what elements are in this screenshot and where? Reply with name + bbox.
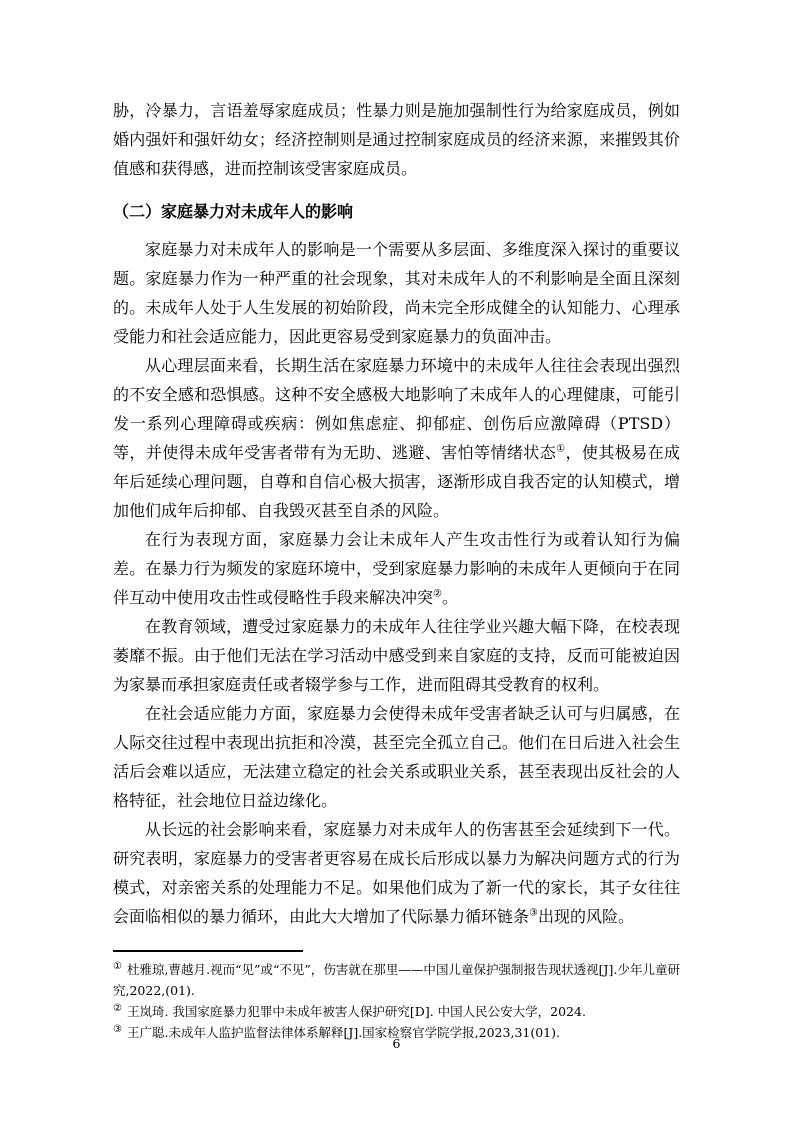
paragraph-text: 在行为表现方面，家庭暴力会让未成年人产生攻击性行为或着认知行为偏差。在暴力行为频发的家庭环境中，受到家庭暴力影响的未成年人更倾向于在同伴互动中使用攻击性或侵略性手段来解决冲突: [113, 530, 680, 607]
paragraph-text: ，使其极易在成年后延续心理问题，自尊和自信心极大损害，逐渐形成自我否定的认知模式，增加他们成年后抑郁、自我毁灭甚至自杀的风险。: [113, 443, 680, 520]
footnote-marker: ①: [113, 960, 122, 972]
intro-paragraph: 胁，冷暴力，言语羞辱家庭成员；性暴力则是施加强制性行为给家庭成员，例如婚内强奸和强奸幼女；经济控制则是通过控制家庭成员的经济来源，来摧毁其价值感和获得感，进而控制该受害家庭成员。: [113, 101, 680, 178]
paragraph-text: 。: [441, 588, 458, 607]
body-paragraph: [113, 612, 680, 699]
footnote-text: 王广聪.未成年人监护监督法律体系解释[J].国家检察官学院学报,2023,31(01).: [126, 1025, 560, 1040]
footnote: [113, 959, 680, 1001]
body-paragraph: [113, 235, 680, 351]
footnote-marker: ②: [113, 1002, 122, 1014]
footnote-separator: [113, 950, 303, 952]
body-paragraph: [113, 815, 680, 931]
footnote-reference: ②: [433, 588, 442, 600]
footnote-text: 杜雅琼,曹越月.视而“见”或“不见”，伤害就在那里——中国儿童保护强制报告现状透视[J].少年儿童研究,2022,(01).: [113, 962, 680, 998]
section-heading: （二）家庭暴力对未成年人的影响: [113, 202, 354, 221]
paragraph-text: 从心理层面来看，长期生活在家庭暴力环境中的未成年人往往会表现出强烈的不安全感和恐惧感。这种不安全感极大地影响了未成年人的心理健康，可能引发一系列心理障碍或疾病：例如焦虑症、抑郁症、创伤后应激障碍（PTSD）等，并使得未成年受害者带有为无助、逃避、害怕等情绪状态: [113, 356, 680, 462]
footnote-text: 王岚琦. 我国家庭暴力犯罪中未成年被害人保护研究[D]. 中国人民公安大学，2024.: [126, 1004, 586, 1019]
body-paragraph: [113, 351, 680, 525]
paragraph-text: 家庭暴力对未成年人的影响是一个需要从多层面、多维度深入探讨的重要议题。家庭暴力作为一种严重的社会现象，其对未成年人的不利影响是全面且深刻的。未成年人处于人生发展的初始阶段，尚未完全形成健全的认知能力、心理承受能力和社会适应能力，因此更容易受到家庭暴力的负面冲击。: [113, 240, 680, 346]
footnote-reference: ③: [529, 907, 538, 919]
footnote-reference: ①: [556, 443, 566, 455]
body-paragraphs: [113, 235, 680, 931]
footnote-marker: ③: [113, 1023, 122, 1035]
paragraph-text: 在教育领域，遭受过家庭暴力的未成年人往往学业兴趣大幅下降，在校表现萎靡不振。由于他们无法在学习活动中感受到来自家庭的支持，反而可能被迫因为家暴而承担家庭责任或者辍学参与工作，进而阻碍其受教育的权利。: [113, 617, 680, 694]
body-paragraph: [113, 699, 680, 815]
paragraph-text: 在社会适应能力方面，家庭暴力会使得未成年受害者缺乏认可与归属感，在人际交往过程中表现出抗拒和冷漠，甚至完全孤立自己。他们在日后进入社会生活后会难以适应，无法建立稳定的社会关系或职业关系，甚至表现出反社会的人格特征，社会地位日益边缘化。: [113, 704, 680, 810]
page-number: 6: [392, 1036, 401, 1051]
body-paragraph: [113, 525, 680, 612]
footnote: [113, 1001, 680, 1022]
page-content: [113, 96, 680, 931]
footnote-area: [113, 946, 680, 1043]
paragraph-text: 从长远的社会影响来看，家庭暴力对未成年人的伤害甚至会延续到下一代。研究表明，家庭暴力的受害者更容易在成长后形成以暴力为解决问题方式的行为模式，对亲密关系的处理能力不足。如果他们成为了新一代的家长，其子女往往会面临相似的暴力循环，由此大大增加了代际暴力循环链条: [113, 820, 680, 926]
footnote-list: [113, 959, 680, 1043]
paragraph-text: 出现的风险。: [537, 907, 634, 926]
